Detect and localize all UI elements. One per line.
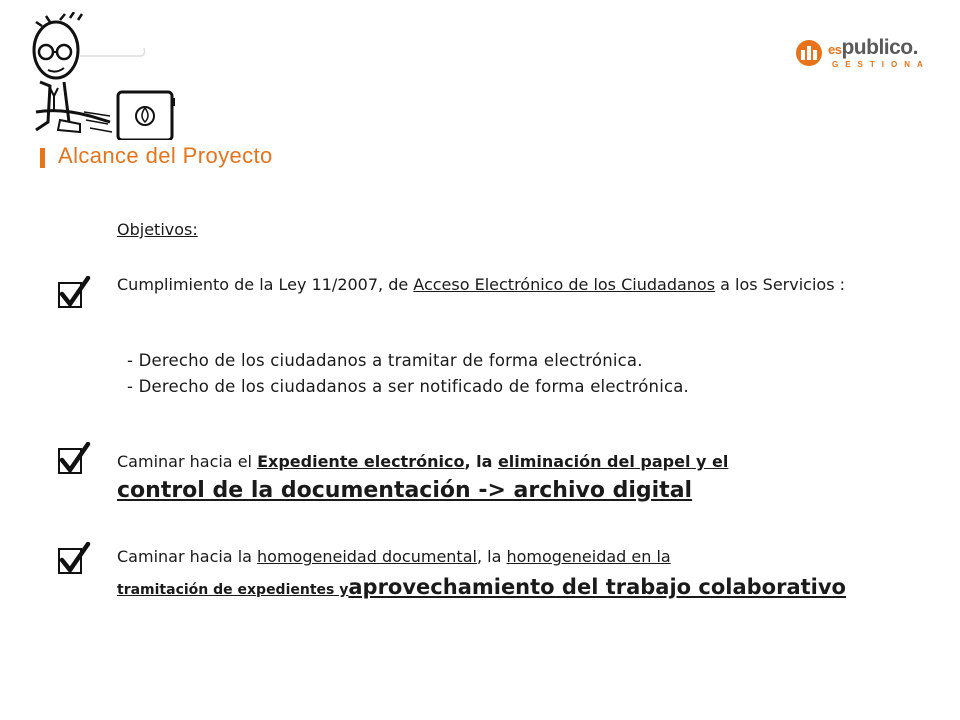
- p1-tail: a los Servicios :: [715, 275, 846, 294]
- list-item: - Derecho de los ciudadanos a ser notificado de forma electrónica.: [127, 377, 690, 396]
- logo-wordmark: [828, 36, 918, 60]
- espublico-logo-icon: [794, 38, 824, 68]
- checkmark-icon: [58, 276, 92, 310]
- objective-homogeneity: [117, 545, 877, 608]
- p3-mid: , la: [476, 547, 507, 566]
- p3-link-homog: homogeneidad en la: [506, 547, 671, 566]
- p3-lead: Caminar hacia la: [117, 547, 258, 566]
- section-accent-bar: [40, 148, 45, 168]
- logo-main: publico.: [841, 36, 918, 59]
- p1-link-access: Acceso Electrónico de los Ciudadanos: [413, 275, 716, 294]
- p2-link-paper: eliminación del papel y el: [497, 452, 729, 471]
- logo-prefix: es: [828, 42, 842, 57]
- checkmark-icon: [58, 442, 92, 476]
- logo-subtitle: GESTIONA: [832, 60, 930, 69]
- p3-link-tramitacion: tramitación de expedientes y: [117, 582, 349, 598]
- p2-lead: Caminar hacia el: [117, 452, 258, 471]
- espublico-logo: [794, 36, 930, 72]
- objective-law-compliance: [117, 273, 877, 297]
- person-at-laptop-icon: [20, 12, 190, 140]
- rights-list: [127, 348, 867, 400]
- header-illustration: [20, 12, 190, 140]
- checkmark-icon: [58, 542, 92, 576]
- objectives-label: Objetivos:: [117, 220, 198, 239]
- p3-link-doc: homogeneidad documental: [257, 547, 477, 566]
- p2-mid: , la: [464, 452, 498, 471]
- list-item: - Derecho de los ciudadanos a tramitar de forma electrónica.: [127, 351, 643, 370]
- p2-link-control: control de la documentación -> archivo digital: [117, 478, 693, 503]
- section-title: Alcance del Proyecto: [58, 143, 273, 168]
- p2-link-expediente: Expediente electrónico: [257, 452, 465, 471]
- p3-link-collab: aprovechamiento del trabajo colaborativo: [348, 575, 846, 599]
- objective-electronic-file: [117, 450, 877, 508]
- p1-lead: Cumplimiento de la Ley 11/2007, de: [117, 275, 414, 294]
